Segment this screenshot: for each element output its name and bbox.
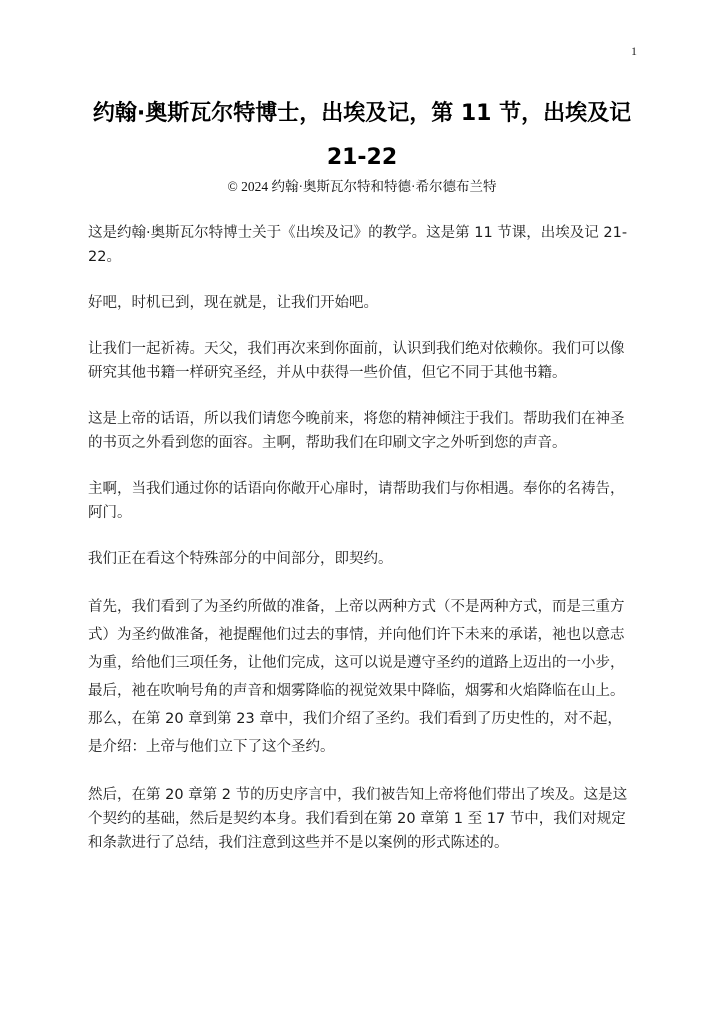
document-title: 约翰·奥斯瓦尔特博士，出埃及记，第 11 节，出埃及记 21-22 (92, 101, 632, 170)
paragraph-historical-prologue: 然后，在第 20 章第 2 节的历史序言中，我们被告知上帝将他们带出了埃及。这是这个契约的基础，然后是契约本身。我们看到在第 20 章第 1 至 17 节中，我们对规定和条款进行了总结，我们注意到这些并不是以案例的形式陈述的。 (88, 787, 628, 851)
copyright-line: © 2024 约翰·奥斯瓦尔特和特德·希尔德布兰特 (227, 179, 497, 194)
paragraph-prayer-1: 让我们一起祈祷。天父，我们再次来到你面前，认识到我们绝对依赖你。我们可以像研究其他书籍一样研究圣经，并从中获得一些价值，但它不同于其他书籍。 (88, 341, 625, 381)
paragraph-start: 好吧，时机已到，现在就是，让我们开始吧。 (88, 295, 378, 311)
paragraph-prayer-2: 这是上帝的话语，所以我们请您今晚前来，将您的精神倾注于我们。帮助我们在神圣的书页之外看到您的面容。主啊，帮助我们在印刷文字之外听到您的声音。 (88, 411, 625, 451)
document-body (88, 221, 636, 877)
paragraph-covenant-intro: 我们正在看这个特殊部分的中间部分，即契约。 (88, 551, 393, 567)
paragraph-covenant-preparation: 首先，我们看到了为圣约所做的准备，上帝以两种方式（不是两种方式，而是三重方式）为圣约做准备，祂提醒他们过去的事情，并向他们许下未来的承诺，祂也以意志为重，给他们三项任务，让他们完成，这可以说是遵守圣约的道路上迈出的一小步，最后，祂在吹响号角的声音和烟雾降临的视觉效果中降临，烟雾和火焰降临在山上。那么，在第 20 章到第 23 章中，我们介绍了圣约。我们看到了历史性的，对不起，是介绍：上帝与他们立下了这个圣约。 (88, 599, 625, 755)
paragraph-intro: 这是约翰·奥斯瓦尔特博士关于《出埃及记》的教学。这是第 11 节课，出埃及记 21-22。 (88, 225, 628, 265)
page-number: 1 (631, 44, 637, 58)
paragraph-prayer-3: 主啊，当我们通过你的话语向你敞开心扉时，请帮助我们与你相遇。奉你的名祷告，阿门。 (88, 481, 625, 521)
